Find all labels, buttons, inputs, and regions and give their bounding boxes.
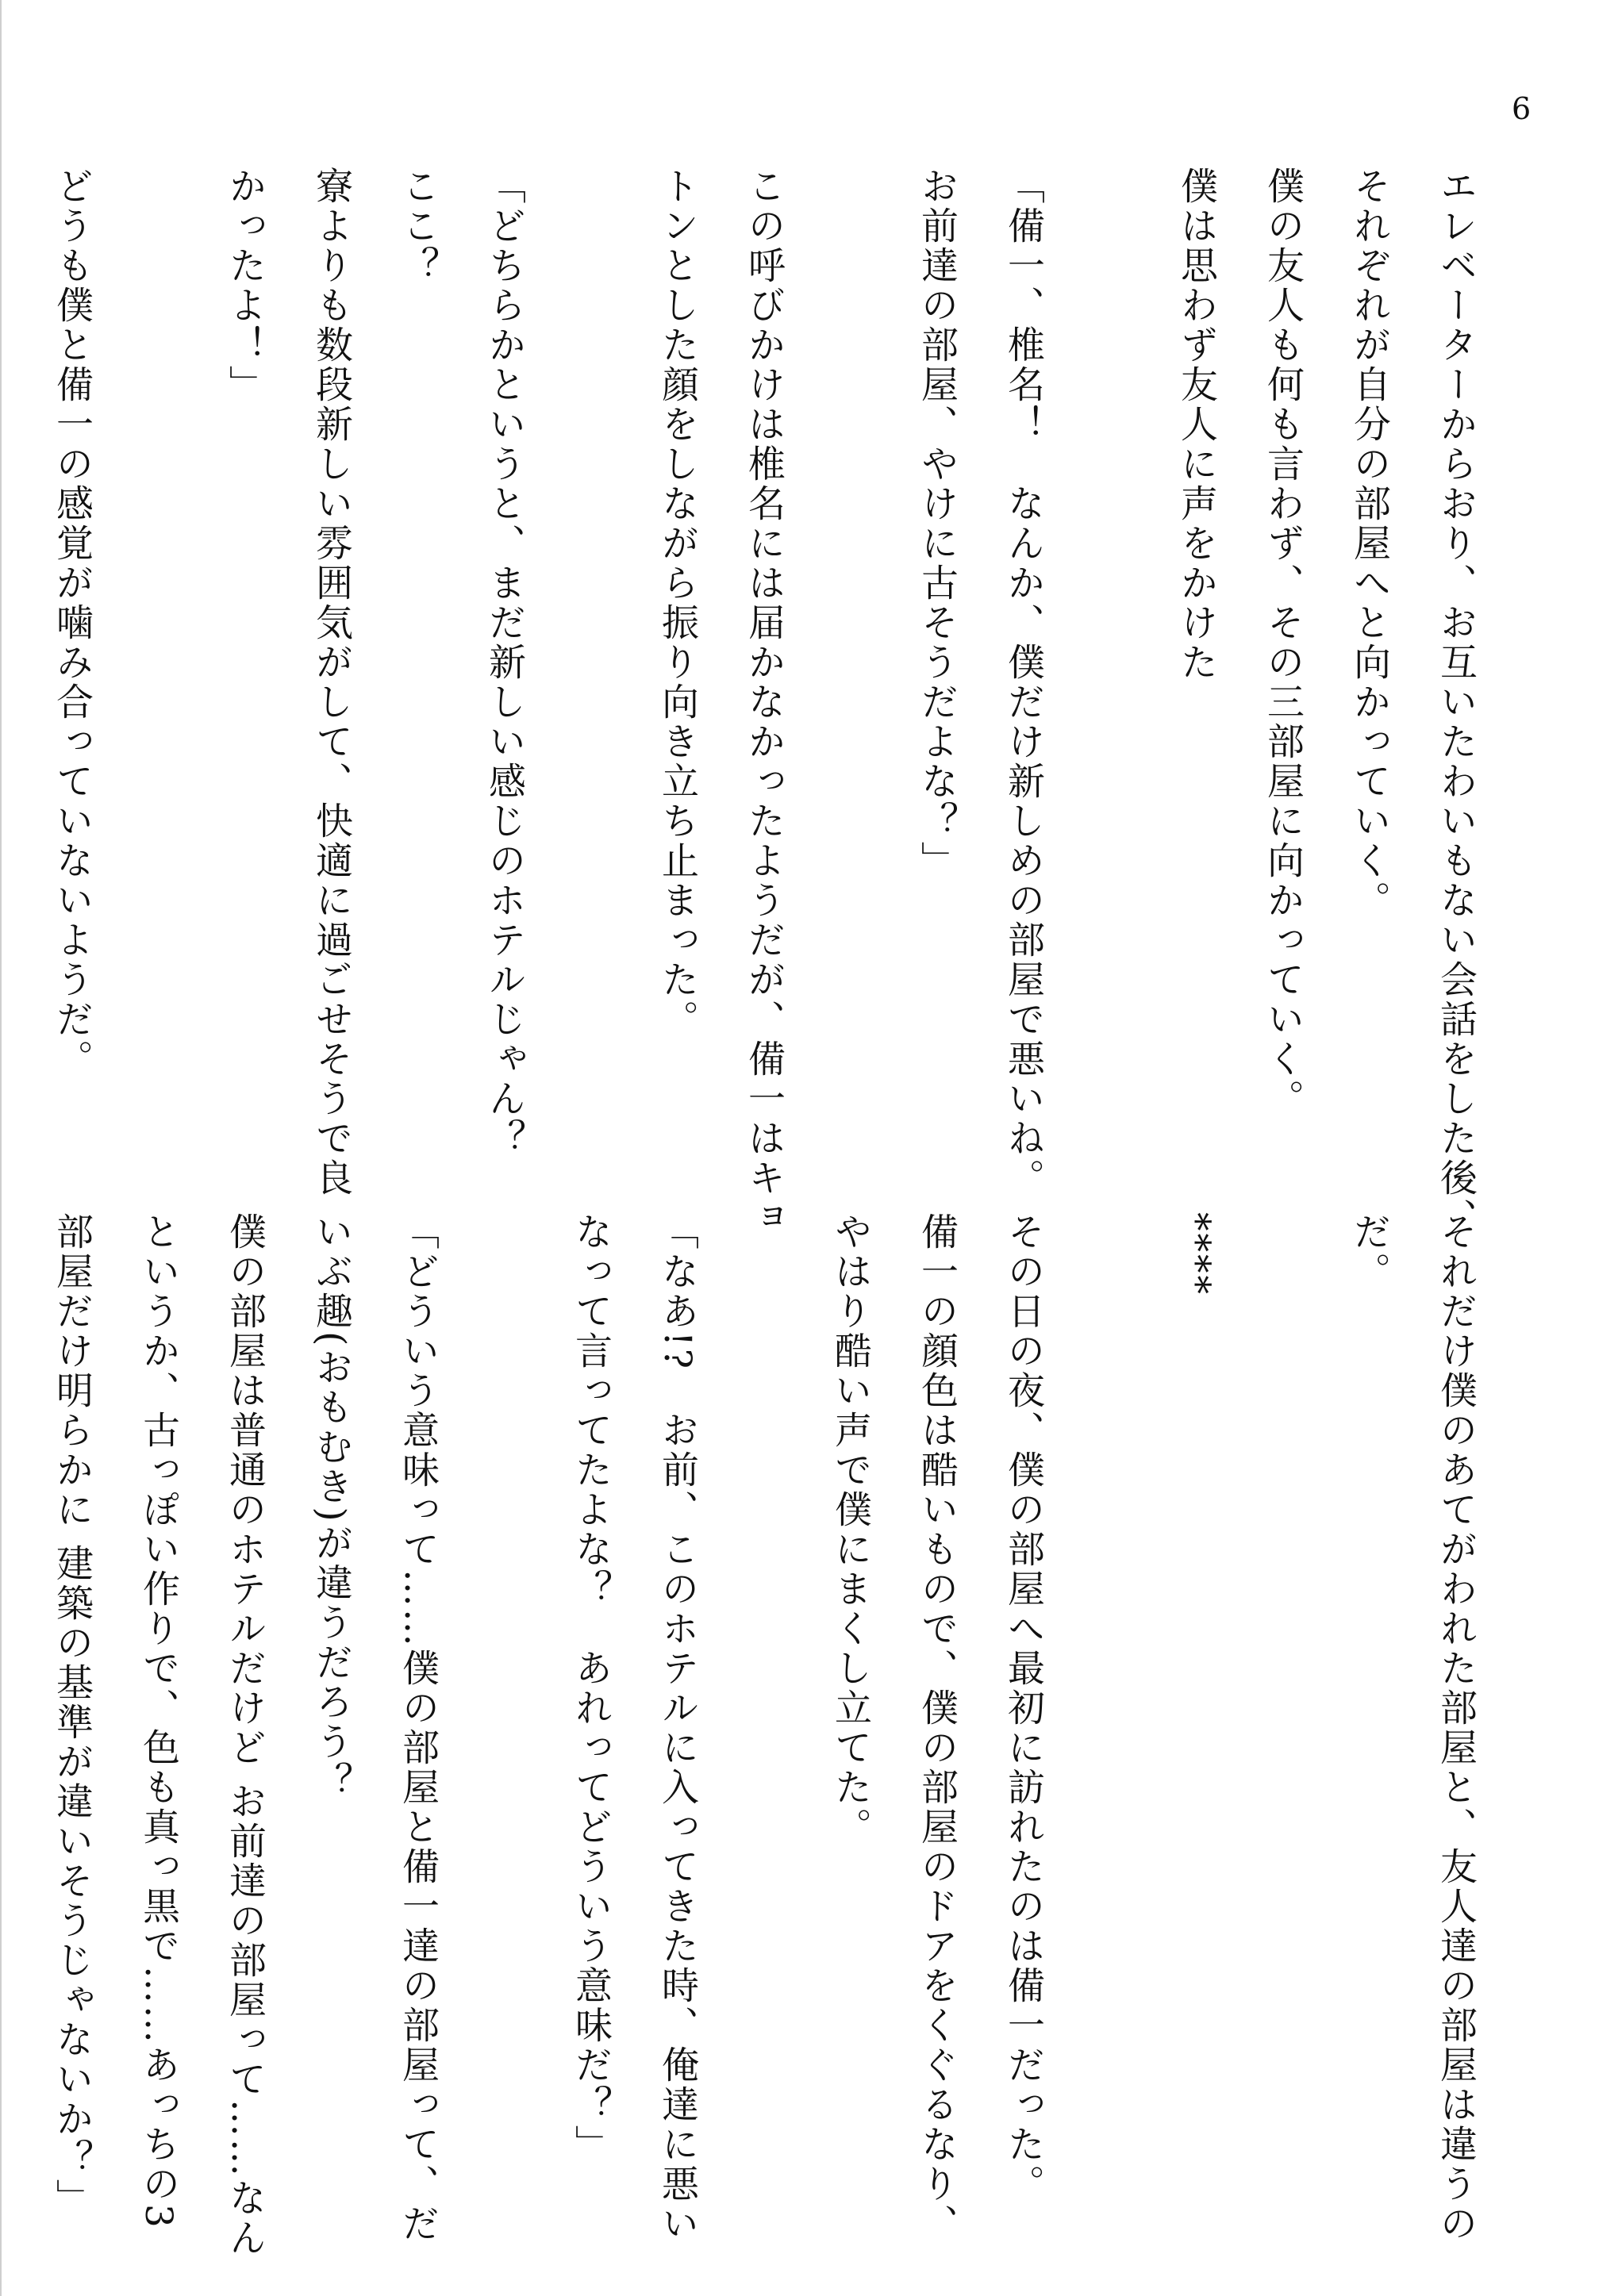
upper-text-block [0, 167, 1499, 1238]
lower-text-block [0, 1212, 1499, 2258]
text-line: この呼びかけは椎名には届かなかったようだが、備一はキョ [742, 167, 786, 1238]
text-line: 僕は思わず友人に声をかけた [1174, 167, 1218, 682]
scene-break: **** [1174, 1212, 1218, 1296]
text-line: それぞれが自分の部屋へと向かっていく。 [1347, 167, 1391, 920]
blank-line [0, 167, 29, 1166]
text-line: 僕の部屋は普通のホテルだけど お前達の部屋って……なん [223, 1212, 267, 2258]
text-line: その日の夜、僕の部屋へ最初に訪れたのは備一だった。 [1001, 1212, 1045, 2204]
blank-line [1066, 1212, 1153, 2212]
text-line: それだけ僕のあてがわれた部屋と、友人達の部屋は違うの [1434, 1212, 1478, 2244]
text-line: やはり酷い声で僕にまくし立てた。 [828, 1212, 872, 1847]
text-line: 備一の顔色は酷いもので、僕の部屋のドアをくぐるなり、 [915, 1212, 959, 2244]
text-line: 「どちらかというと、まだ新しい感じのホテルじゃん？ [482, 167, 526, 1158]
text-line: 「どういう意味って……僕の部屋と備一達の部屋って、だ [396, 1212, 440, 2244]
text-line: ここ？ [396, 167, 440, 286]
text-line: トンとした顔をしながら振り向き立ち止まった。 [655, 167, 699, 1039]
blank-line [0, 1212, 29, 2212]
text-line: かったよ！」 [223, 167, 267, 405]
blank-line [461, 1212, 548, 2212]
blank-line [1066, 167, 1153, 1166]
text-line: 「なあ!? お前、このホテルに入ってきた時、俺達に悪い [655, 1212, 699, 2244]
text-line: どうも僕と備一の感覚が噛み合っていないようだ。 [50, 167, 94, 1079]
text-line: お前達の部屋、やけに古そうだよな？」 [915, 167, 959, 881]
text-line: なって言ってたよな？ あれってどういう意味だ？」 [569, 1212, 613, 2164]
text-line: 部屋だけ明らかに 建築の基準が違いそうじゃないか？」 [50, 1212, 94, 2218]
text-line: というか、古っぽい作りで、色も真っ黒で……あっちの3 [136, 1212, 180, 2230]
blank-line [807, 167, 894, 1166]
text-line: エレベーターからおり、お互いたわいもない会話をした後、 [1434, 167, 1478, 1238]
text-line: 「備一、椎名！ なんか、僕だけ新しめの部屋で悪いね。 [1001, 167, 1045, 1198]
blank-line [115, 167, 202, 1166]
page-number: 6 [1512, 91, 1532, 126]
text-line: だ。 [1347, 1212, 1391, 1292]
text-line: いぶ趣(おもむき)が違うだろう？ [309, 1212, 353, 1802]
blank-line [721, 1212, 807, 2212]
blank-line [1239, 1212, 1326, 2212]
text-line: 僕の友人も何も言わず、その三部屋に向かっていく。 [1261, 167, 1305, 1119]
text-line: 寮よりも数段新しい雰囲気がして、快適に過ごせそうで良 [309, 167, 353, 1198]
blank-line [548, 167, 634, 1166]
